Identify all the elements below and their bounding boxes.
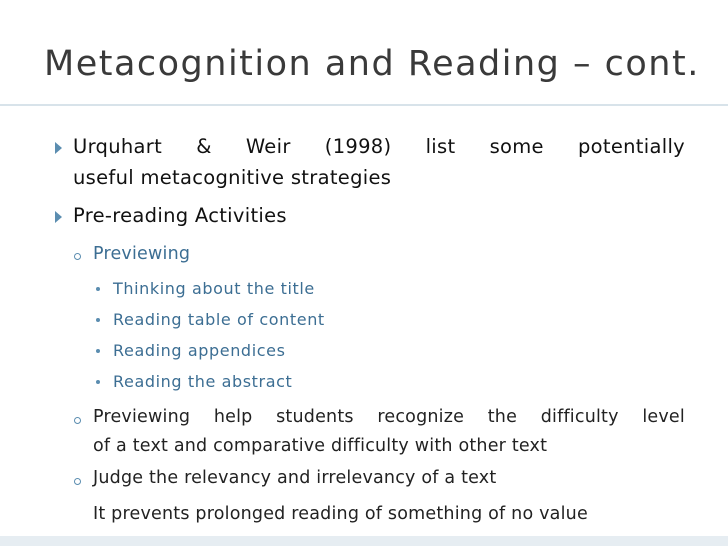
- dot-bullet-icon: [96, 287, 100, 291]
- word: (1998): [324, 135, 392, 158]
- sub-judge-relevancy: Judge the relevancy and irrelevancy of a text: [93, 468, 497, 488]
- item-title: Thinking about the title: [113, 279, 315, 298]
- word: help: [213, 407, 253, 427]
- ring-bullet-icon: [74, 478, 81, 485]
- sub-previewing: Previewing: [93, 244, 191, 264]
- ring-bullet-icon: [74, 253, 81, 260]
- item-appendices: Reading appendices: [113, 341, 286, 360]
- item-abstract: Reading the abstract: [113, 372, 293, 391]
- word: difficulty: [540, 407, 619, 427]
- dot-bullet-icon: [96, 318, 100, 322]
- word: potentially: [578, 135, 685, 158]
- word: recognize: [377, 407, 465, 427]
- item-table-of-content: Reading table of content: [113, 310, 325, 329]
- title-divider: [0, 104, 728, 106]
- bullet-pre-reading: Pre-reading Activities: [73, 204, 287, 227]
- word: students: [276, 407, 354, 427]
- word: &: [196, 135, 212, 158]
- dot-bullet-icon: [96, 380, 100, 384]
- footer-bar: [0, 536, 728, 546]
- bullet-urquhart-line2: useful metacognitive strategies: [73, 166, 392, 189]
- sub-previewing-help-line2: of a text and comparative difficulty with other text: [93, 436, 548, 456]
- slide-title: Metacognition and Reading – cont.: [44, 44, 700, 84]
- triangle-bullet-icon: [55, 142, 62, 154]
- word: Previewing: [93, 407, 191, 427]
- word: Weir: [245, 135, 291, 158]
- ring-bullet-icon: [74, 417, 81, 424]
- sub-prevents-prolonged: It prevents prolonged reading of something of no value: [93, 504, 588, 524]
- sub-previewing-help-line1: [93, 407, 685, 427]
- dot-bullet-icon: [96, 349, 100, 353]
- word: the: [487, 407, 518, 427]
- word: Urquhart: [73, 135, 163, 158]
- bullet-urquhart-line1: [73, 135, 685, 158]
- word: list: [425, 135, 456, 158]
- word: level: [642, 407, 685, 427]
- word: some: [489, 135, 544, 158]
- triangle-bullet-icon: [55, 211, 62, 223]
